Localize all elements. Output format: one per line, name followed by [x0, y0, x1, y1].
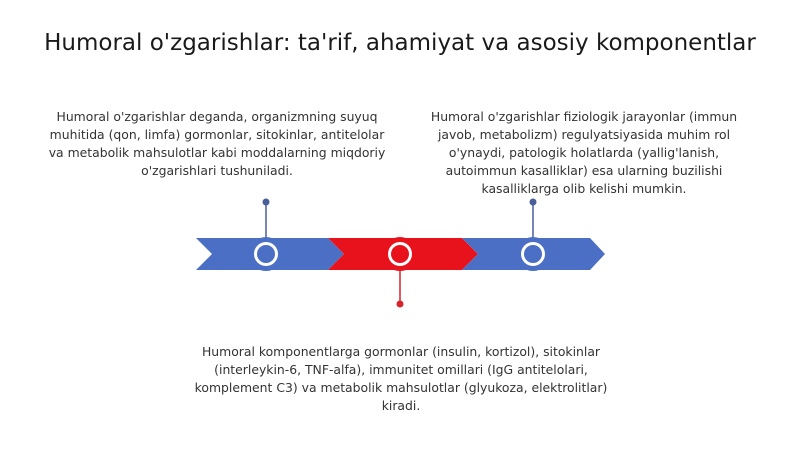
connector-1 [263, 199, 270, 239]
significance-text: Humoral o'zgarishlar fiziologik jarayonlar (immun javob, metabolizm) regulyatsiyasida muhim rol o'ynaydi, patologik holatlarda (yallig'lanish, autoimmun kasalliklar) esa ularning buzilishi kasalliklarga olib kelishi mumkin. [430, 109, 738, 196]
timeline-marker-2 [383, 237, 417, 271]
timeline-marker-1 [249, 237, 283, 271]
page-title: Humoral o'zgarishlar: ta'rif, ahamiyat va asosiy komponentlar [44, 30, 756, 56]
connector-3 [530, 199, 537, 239]
definition-text: Humoral o'zgarishlar deganda, organizmning suyuq muhitida (qon, limfa) gormonlar, sitokinlar, antitelolar va metabolik mahsulotlar kabi moddalarning miqdoriy o'zgarishlari tushuniladi. [48, 109, 386, 178]
timeline-marker-3 [516, 237, 550, 271]
components-text: Humoral komponentlarga gormonlar (insulin, kortizol), sitokinlar (interleykin-6, TNF-alfa), immunitet omillari (IgG antitelolari, komplement C3) va metabolik mahsulotlar (glyukoza, elektrolitlar) kiradi. [194, 344, 608, 413]
connector-2 [397, 270, 404, 308]
